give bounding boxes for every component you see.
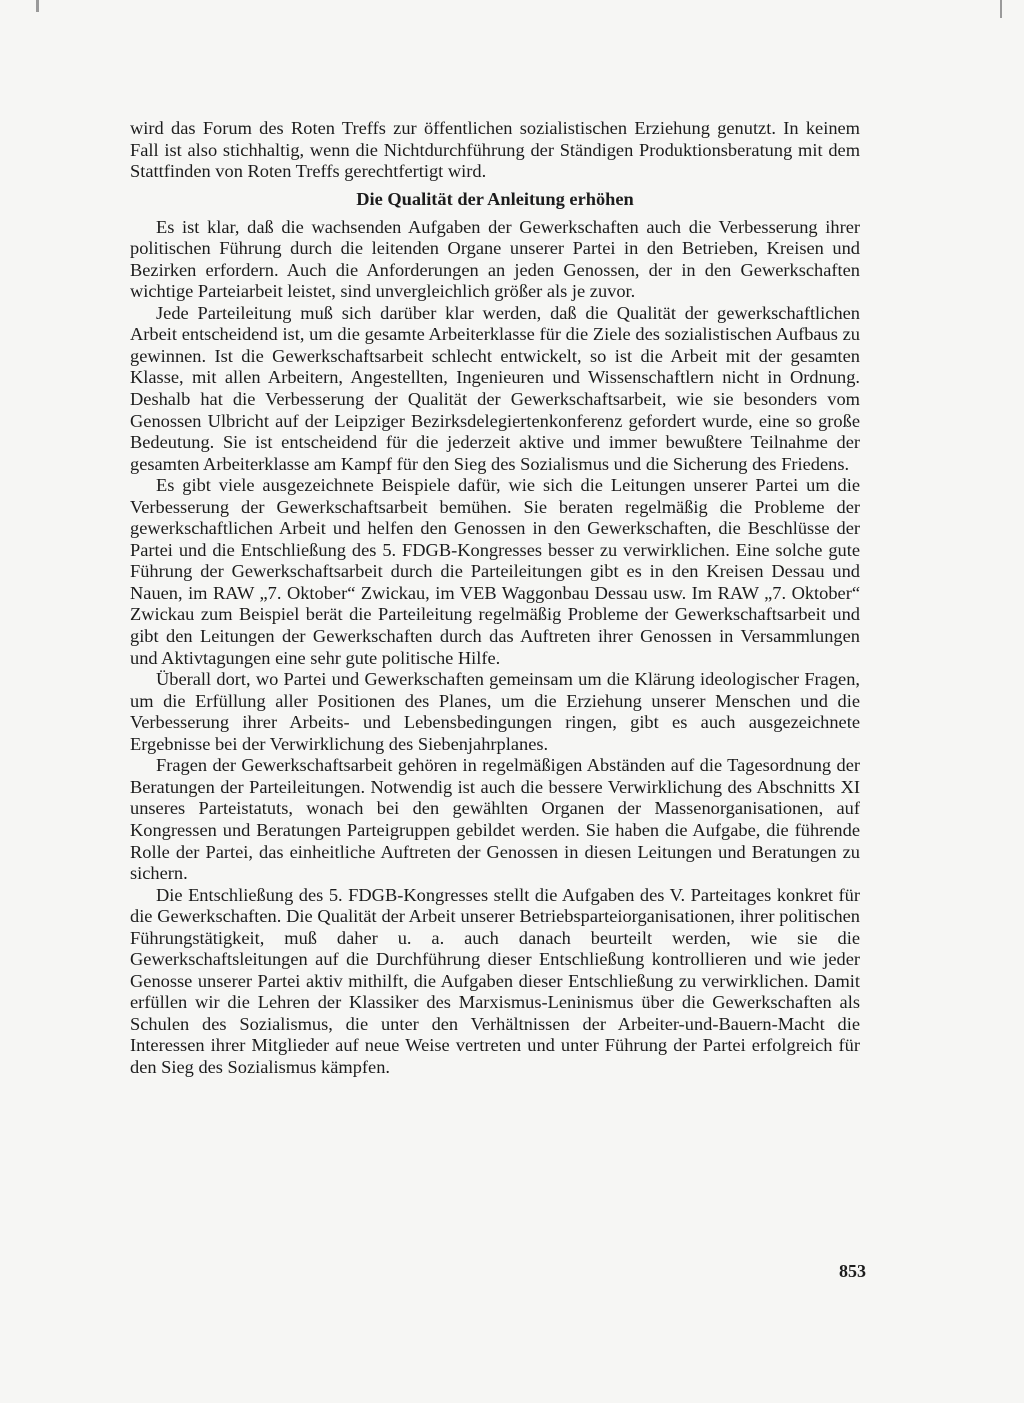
paragraph: Die Entschließung des 5. FDGB-Kongresses stellt die Aufgaben des V. Parteitages konkret für die Gewerkschaften. Die Qualität der Arbeit unserer Betriebsparteiorganisationen, ihrer politischen Führungstätigkeit, muß daher u. a. auch danach beurteilt werden, wie sie die Gewerkschaftsleitungen auf die Durchführung dieser Entschließung kontrollieren und wie jeder Genosse unserer Partei aktiv mithilft, die Aufgaben dieser Entschließung zu verwirklichen. Damit erfüllen wir die Lehren der Klassiker des Marxismus-Leninismus über die Gewerkschaften als Schulen des Sozialismus, die unter den Verhältnissen der Arbeiter-und-Bauern-Macht die Interessen ihrer Mitglieder auf neue Weise vertreten und unter Führung der Partei erfolgreich für den Sieg des Sozialismus kämpfen. (130, 884, 860, 1077)
section-heading: Die Qualität der Anleitung erhöhen (356, 188, 634, 209)
body-text (130, 118, 860, 1079)
paragraph: Es ist klar, daß die wachsenden Aufgaben der Gewerkschaften auch die Verbesserung ihrer politischen Führung durch die leitenden Organe unserer Partei in den Betrieben, Kreisen und Bezirken erfordern. Auch die Anforderungen an jeden Genossen, der in den Gewerkschaften wichtige Parteiarbeit leistet, sind unvergleichlich größer als je zuvor. (130, 216, 860, 302)
page-number: 853 (839, 1261, 866, 1281)
paragraph: Fragen der Gewerkschaftsarbeit gehören in regelmäßigen Abständen auf die Tagesordnung der Beratungen der Parteileitungen. Notwendig ist auch die bessere Verwirklichung des Abschnitts XI unseres Parteistatuts, wonach bei den gewählten Organen der Massenorganisationen, auf Kongressen und Beratungen Parteigruppen gebildet werden. Sie haben die Aufgabe, die führende Rolle der Partei, das einheitliche Auftreten der Genossen in diesen Leitungen und Beratungen zu sichern. (130, 755, 860, 884)
scan-edge-mark (36, 0, 39, 12)
paragraph-continued: wird das Forum des Roten Treffs zur öffentlichen sozialistischen Erziehung genutzt. In keinem Fall ist also stichhaltig, wenn die Nichtdurchführung der Ständigen Produktionsberatung mit dem Stattfinden von Roten Treffs gerechtfertigt wird. (130, 118, 860, 182)
paragraph: Überall dort, wo Partei und Gewerkschaften gemeinsam um die Klärung ideologischer Fragen, um die Erfüllung aller Positionen des Planes, um die Erziehung unserer Menschen und die Verbesserung ihrer Arbeits- und Lebensbedingungen ringen, gibt es auch ausgezeichnete Ergebnisse bei der Verwirklichung des Siebenjahrplanes. (130, 669, 860, 754)
paragraph: Es gibt viele ausgezeichnete Beispiele dafür, wie sich die Leitungen unserer Partei um die Verbesserung der Gewerkschaftsarbeit bemühen. Sie beraten regelmäßig die Probleme der gewerkschaftlichen Arbeit und helfen den Genossen in den Gewerkschaften, die Beschlüsse der Partei und die Entschließung des 5. FDGB-Kongresses besser zu verwirklichen. Eine solche gute Führung der Gewerkschaftsarbeit durch die Parteileitungen gibt es in den Kreisen Dessau und Nauen, im RAW „7. Oktober“ Zwickau, im VEB Waggonbau Dessau usw. Im RAW „7. Oktober“ Zwickau zum Beispiel berät die Parteileitung regelmäßig Probleme der Gewerkschaftsarbeit und gibt den Leitungen der Gewerkschaften durch das Auftreten ihrer Genossen in Versammlungen und Aktivtagungen eine sehr gute politische Hilfe. (130, 475, 860, 668)
paragraph: Jede Parteileitung muß sich darüber klar werden, daß die Qualität der gewerkschaftlichen Arbeit entscheidend ist, um die gesamte Arbeiterklasse für die Ziele des sozialistischen Aufbaus zu gewinnen. Ist die Gewerkschaftsarbeit schlecht entwickelt, so ist die Arbeit mit der gesamten Klasse, mit allen Arbeitern, Angestellten, Ingenieuren und Wissenschaftlern nicht in Ordnung. Deshalb hat die Verbesserung der Qualität der Gewerkschaftsarbeit, wie sie besonders vom Genossen Ulbricht auf der Leipziger Bezirksdelegiertenkonferenz gefordert wurde, eine so große Bedeutung. Sie ist entscheidend für die jederzeit aktive und immer bewußtere Teilnahme der gesamten Arbeiterklasse am Kampf für den Sieg des Sozialismus und die Sicherung des Friedens. (130, 302, 860, 474)
scan-edge-mark (1000, 0, 1002, 18)
